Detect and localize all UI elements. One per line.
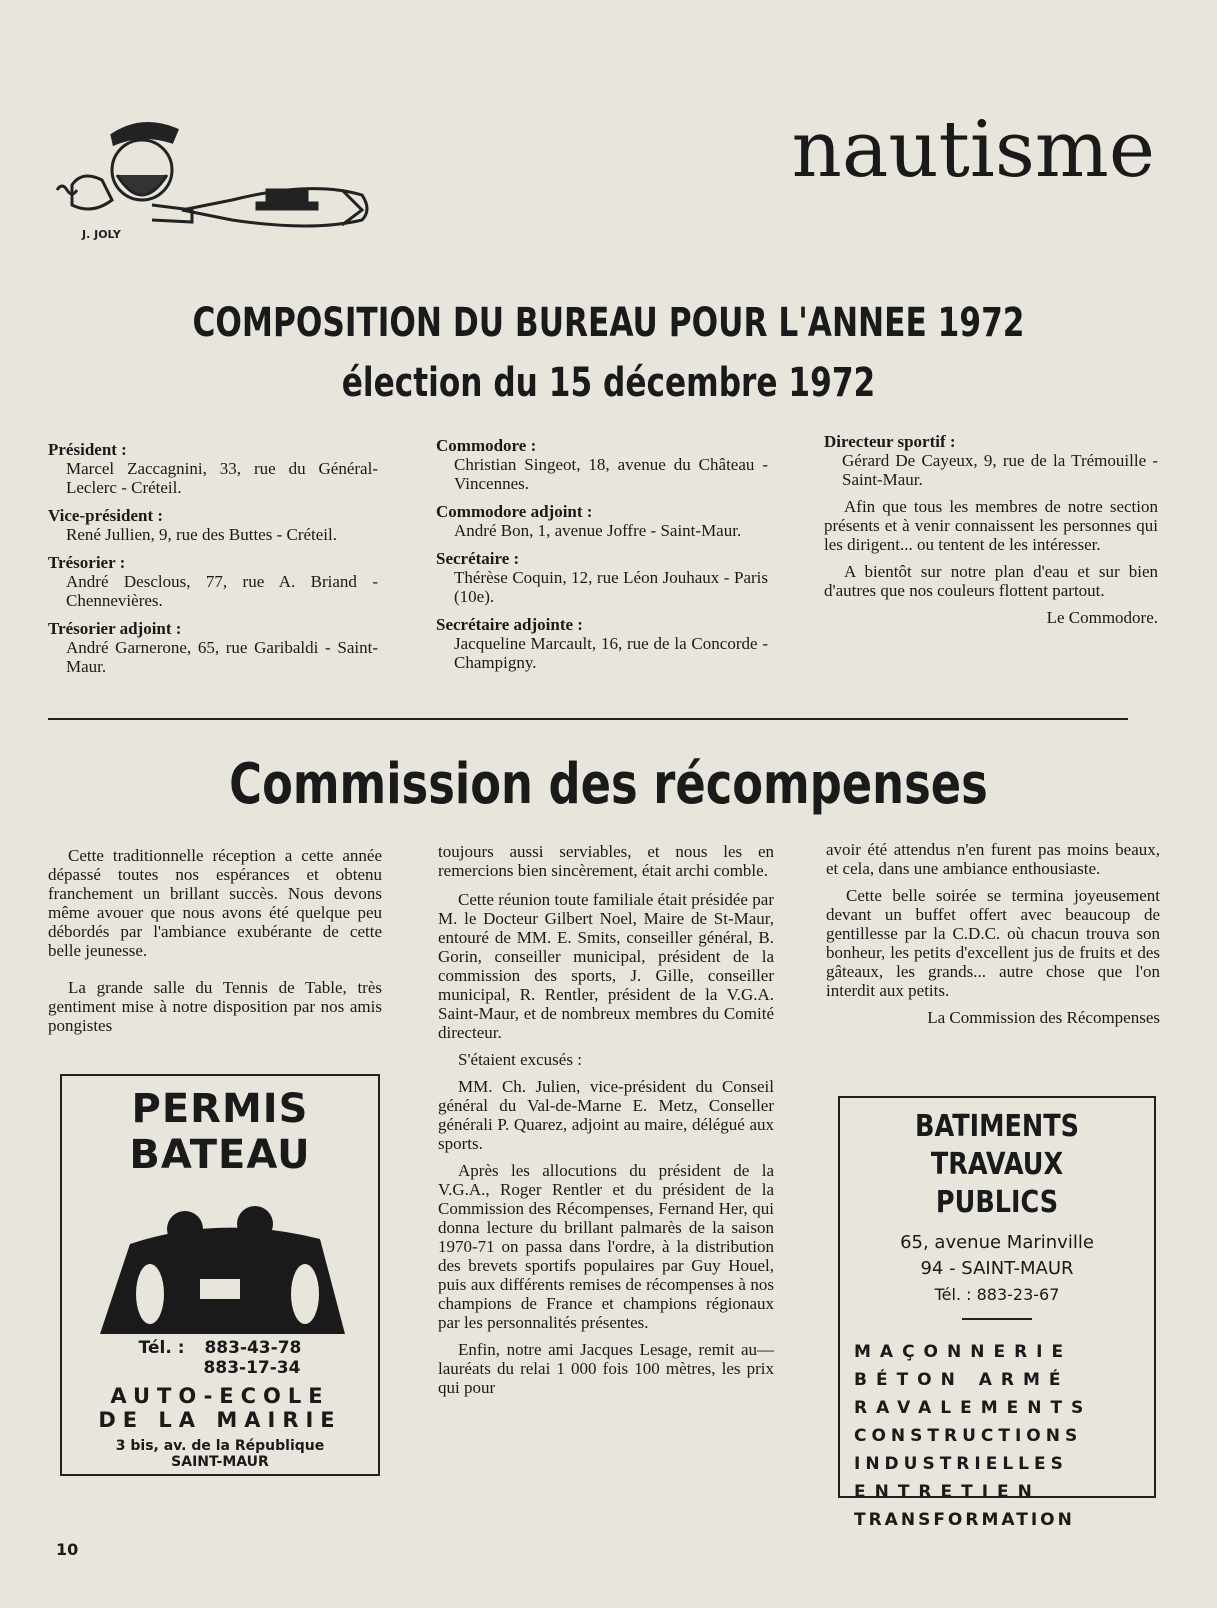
ad-school-name: DE LA MAIRIE xyxy=(98,1408,342,1432)
commission-column-1 xyxy=(48,846,382,1043)
signature: La Commission des Récompenses xyxy=(927,1008,1160,1027)
ad-divider xyxy=(962,1318,1032,1320)
ad-city: 94 - SAINT-MAUR xyxy=(920,1258,1074,1279)
service-item: MAÇONNERIE xyxy=(854,1342,1073,1362)
paragraph: avoir été attendus n'en furent pas moins beaux, et cela, dans une ambiance enthousiaste. xyxy=(826,840,1160,878)
bureau-column-1 xyxy=(48,440,378,676)
service-item: BÉTON ARMÉ xyxy=(854,1370,1070,1390)
paragraph: Cette réunion toute familiale était présidée par M. le Docteur Gilbert Noel, Maire de St-Maur, entouré de MM. E. Smits, conseiller général, B. Gorin, conseiller municipal, président de la commission des sports, J. Gille, conseiller municipal, R. Rentler, président de la V.G.A. Saint-Maur, et de nombreux membres du Comité directeur. xyxy=(438,890,774,1042)
paragraph: Cette belle soirée se termina joyeusement devant un buffet offert avec beaucoup de gentillesse par la C.D.C. où chacun trouva son bonheur, les petits d'excellent jus de fruits et des gâteaux, les grands... autre chose que l'on interdit aux petits. xyxy=(826,886,1160,1000)
service-item: INDUSTRIELLES xyxy=(854,1454,1068,1474)
ad-title: BATIMENTS xyxy=(915,1109,1079,1144)
role-label: Trésorier : xyxy=(48,553,126,572)
ad-address: 3 bis, av. de la République xyxy=(115,1438,325,1454)
sailor-bottle-logo xyxy=(42,110,382,245)
role-entry: René Jullien, 9, rue des Buttes - Créteil. xyxy=(66,525,337,544)
role-entry: Marcel Zaccagnini, 33, rue du Général-Leclerc - Créteil. xyxy=(66,459,378,497)
role-entry: André Bon, 1, avenue Joffre - Saint-Maur. xyxy=(454,521,742,540)
ad-phone: Tél. : 883-23-67 xyxy=(934,1285,1060,1304)
role-entry: André Garnerone, 65, rue Garibaldi - Saint-Maur. xyxy=(66,638,378,676)
section-divider xyxy=(48,718,1128,720)
role-label: Secrétaire : xyxy=(436,549,520,568)
commission-column-3 xyxy=(826,840,1160,1027)
ad-title: PERMIS xyxy=(131,1086,309,1132)
paragraph: toujours aussi serviables, et nous les en remercions bien sincèrement, était archi comble. xyxy=(438,842,774,880)
role-label: Trésorier adjoint : xyxy=(48,619,182,638)
section-title: nautisme xyxy=(791,105,1155,195)
paragraph: Cette traditionnelle réception a cette année dépassé toutes nos espérances et obtenu franchement un brillant succès. Nous devons même avouer que nous avons été quelque peu débordés par l'ambiance exubérante de cette belle jeunesse. xyxy=(48,846,382,960)
role-entry: Jacqueline Marcault, 16, rue de la Concorde - Champigny. xyxy=(454,634,768,672)
paragraph: Après les allocutions du président de la V.G.A., Roger Rentler et du président de la Commission des Récompenses, Fernand Her, qui donna lecture du brillant palmarès de la saison 1970-71 on passa dans l'ordre, à la distribution des brevets sportifs populaires par Guy Houel, puis aux différents remises de récompenses à nos champions de France et champions régionaux par les personnalités présentes. xyxy=(438,1161,774,1332)
role-entry: André Desclous, 77, rue A. Briand - Chennevières. xyxy=(66,572,378,610)
motorboat-illustration xyxy=(90,1184,350,1334)
paragraph: Afin que tous les membres de notre section présents et à venir connaissent les personnes qui les dirigent... ou tentent de les intéresser. xyxy=(824,497,1158,554)
role-entry: Christian Singeot, 18, avenue du Château - Vincennes. xyxy=(454,455,768,493)
paragraph: La grande salle du Tennis de Table, très gentiment mise à notre disposition par nos amis pongistes xyxy=(48,978,382,1035)
ad-city: SAINT-MAUR xyxy=(171,1454,269,1470)
logo-signature: J. JOLY xyxy=(82,228,121,241)
ad-title: BATEAU xyxy=(129,1132,311,1178)
ad-school-name: AUTO-ECOLE xyxy=(110,1384,330,1408)
ad-permis-bateau xyxy=(60,1074,380,1476)
role-label: Président : xyxy=(48,440,127,459)
ad-title: TRAVAUX PUBLICS xyxy=(930,1147,1064,1220)
service-item: CONSTRUCTIONS xyxy=(854,1426,1083,1446)
bureau-column-2 xyxy=(436,436,768,672)
role-entry: Thérèse Coquin, 12, rue Léon Jouhaux - Paris (10e). xyxy=(454,568,768,606)
role-label: Vice-président : xyxy=(48,506,164,525)
role-label: Secrétaire adjointe : xyxy=(436,615,583,634)
commission-column-2 xyxy=(438,842,774,1405)
page-number: 10 xyxy=(56,1540,79,1559)
phone-number: 883-17-34 xyxy=(203,1358,301,1378)
role-label: Commodore adjoint : xyxy=(436,502,593,521)
ad-address: 65, avenue Marinville xyxy=(900,1232,1094,1253)
service-item: ENTRETIEN xyxy=(854,1482,1041,1502)
ad-batiments xyxy=(838,1096,1156,1530)
paragraph: S'étaient excusés : xyxy=(458,1050,582,1069)
role-entry: Gérard De Cayeux, 9, rue de la Trémouille - Saint-Maur. xyxy=(842,451,1158,489)
paragraph: Enfin, notre ami Jacques Lesage, remit au— lauréats du relai 1 000 fois 100 mètres, les prix qui pour xyxy=(438,1340,774,1397)
service-item: TRANSFORMATION xyxy=(854,1510,1075,1530)
ad-phone xyxy=(62,1338,378,1358)
paragraph: A bientôt sur notre plan d'eau et sur bien d'autres que nos couleurs flottent partout. xyxy=(824,562,1158,600)
headline: COMPOSITION DU BUREAU POUR L'ANNEE 1972 xyxy=(192,300,1025,346)
phone-label: Tél. : xyxy=(138,1338,185,1358)
commission-title: Commission des récompenses xyxy=(229,752,988,817)
role-label: Commodore : xyxy=(436,436,537,455)
phone-number: 883-43-78 xyxy=(204,1338,302,1358)
role-label: Directeur sportif : xyxy=(824,432,956,451)
bureau-column-3 xyxy=(824,432,1158,627)
service-item: RAVALEMENTS xyxy=(854,1398,1093,1418)
paragraph: MM. Ch. Julien, vice-président du Conseil général du Val-de-Marne E. Metz, Conseller générali P. Quarez, adjoint au maire, délégué aux sports. xyxy=(438,1077,774,1153)
subheadline: élection du 15 décembre 1972 xyxy=(341,360,876,406)
signature: Le Commodore. xyxy=(1046,608,1158,627)
